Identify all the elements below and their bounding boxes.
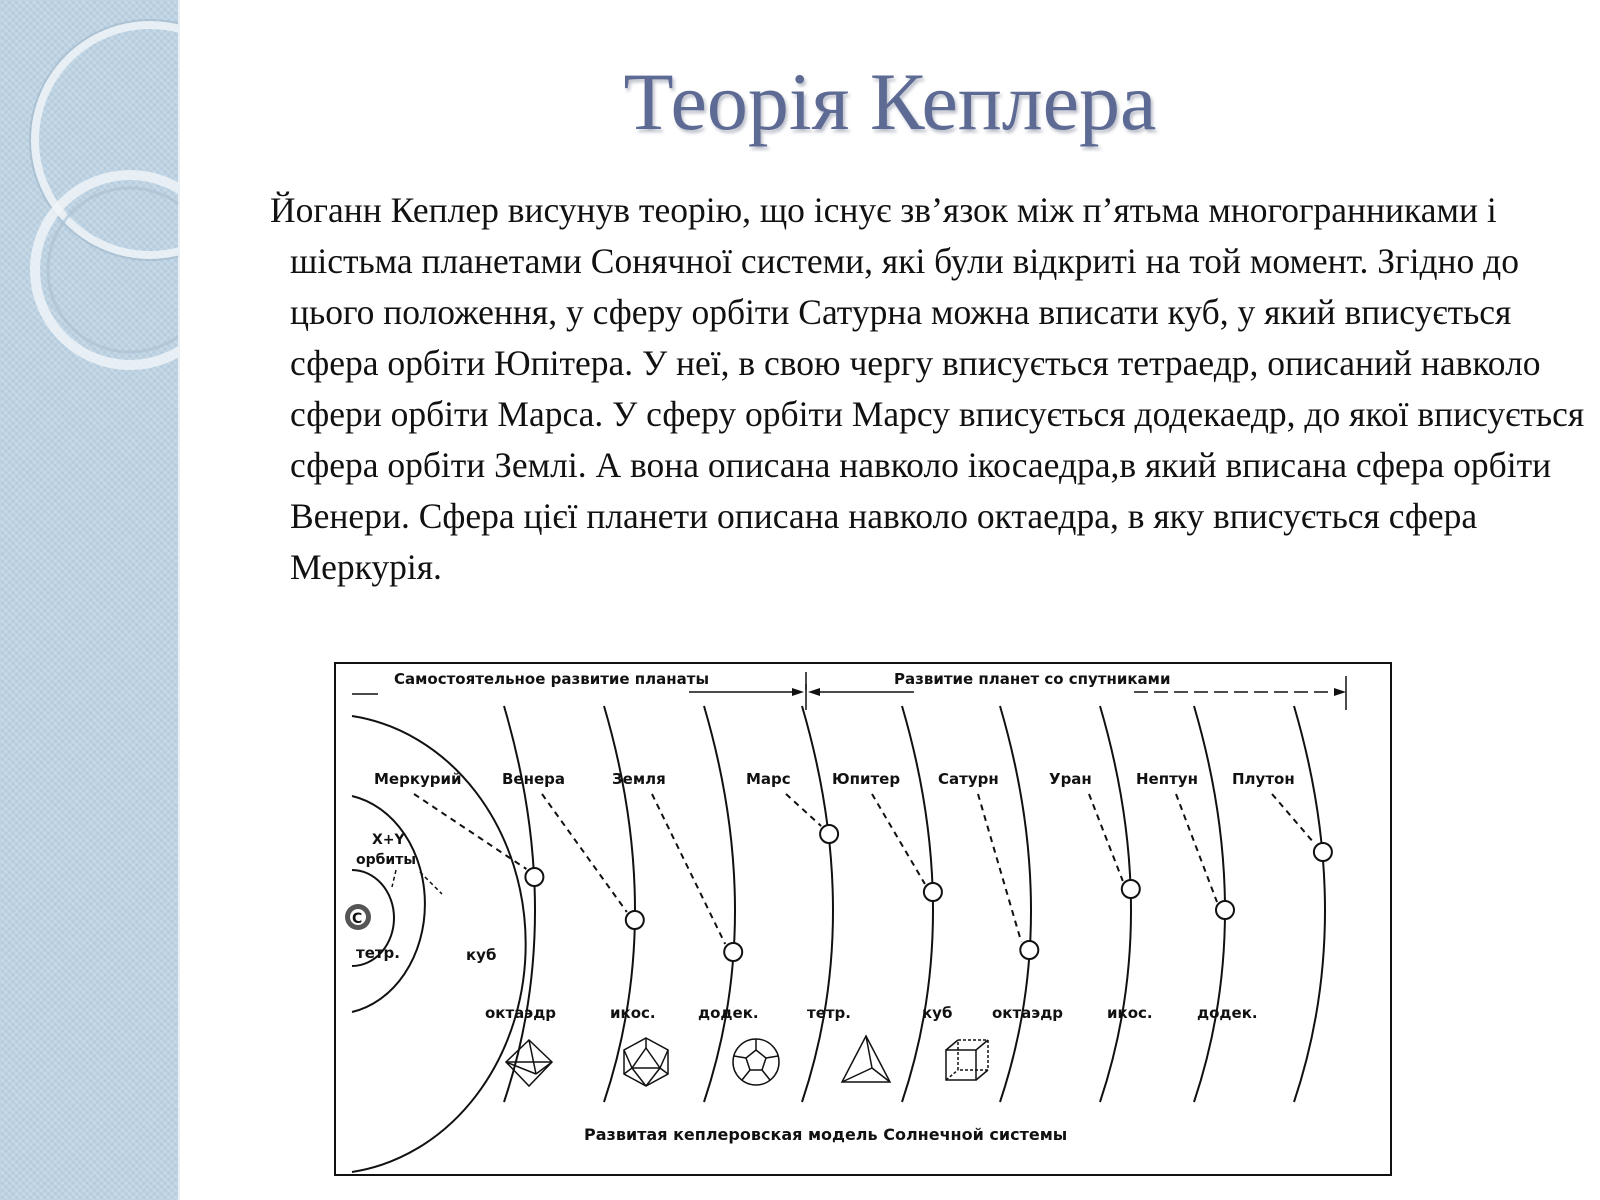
diagram-frame <box>335 663 1391 1175</box>
sun <box>345 904 371 930</box>
planet-labels <box>374 770 1295 788</box>
solid-label: октаэдр <box>992 1004 1064 1022</box>
solid-label: икос. <box>1107 1004 1153 1022</box>
planet-label: Нептун <box>1136 770 1198 788</box>
planet-label: Марс <box>746 770 791 788</box>
sun-label: С <box>352 911 363 927</box>
planet-label: Сатурн <box>938 770 999 788</box>
header-right-label: Развитие планет со спутниками <box>894 670 1171 688</box>
inner-right-label: куб <box>466 946 497 964</box>
planet-label: Земля <box>612 770 666 788</box>
planet-marker <box>1314 843 1332 861</box>
planet-marker <box>1216 901 1234 919</box>
planet-label: Уран <box>1049 770 1092 788</box>
planet-marker <box>1020 941 1038 959</box>
planet-label: Меркурий <box>374 770 462 788</box>
planet-marker <box>924 883 942 901</box>
decorative-rings <box>0 0 178 1200</box>
xy-orbits-label-line1: Х+Y <box>372 832 405 848</box>
diagram-caption: Развитая кеплеровская модель Солнечной системы <box>584 1125 1068 1144</box>
kepler-model-diagram <box>334 662 1392 1176</box>
solid-label: додек. <box>698 1004 759 1022</box>
solid-label: додек. <box>1197 1004 1258 1022</box>
planet-label: Юпитер <box>832 770 901 788</box>
planet-label: Плутон <box>1232 770 1295 788</box>
planet-marker <box>626 911 644 929</box>
slide-paragraph: Йоганн Кеплер висунув теорію, що існує зв’язок між п’ятьма многогранниками і шістьма планетами Сонячної системи, які були відкриті на той момент. Згідно до цього положення, у сферу орбіти Сатурна можна вписати куб, у який вписується сфера орбіти Юпітера. У неї, в свою чергу вписується тетраедр, описаний навколо сфери орбіти Марса. У сферу орбіти Марсу вписується додекаедр, до якої вписується сфера орбіти Землі. А вона описана навколо ікосаедра,в який вписана сфера орбіти Венери. Сфера цієї планети описана навколо октаедра, в яку вписується сфера Меркурія. <box>270 190 1585 587</box>
solid-label: куб <box>922 1004 953 1022</box>
decorative-side-panel <box>0 0 178 1200</box>
slide-title: Теорія Кеплера <box>623 56 1157 147</box>
inner-left-label: тетр. <box>356 944 400 962</box>
panel-divider <box>178 0 180 1200</box>
planet-marker <box>724 943 742 961</box>
planet-label: Венера <box>502 770 566 788</box>
planet-marker <box>1122 880 1140 898</box>
solid-label: октаэдр <box>485 1004 557 1022</box>
header-left-label: Самостоятельное развитие планаты <box>394 670 710 688</box>
solid-label: икос. <box>610 1004 656 1022</box>
xy-orbits-label-line2: орбиты <box>356 852 416 868</box>
solid-label: тетр. <box>807 1004 851 1022</box>
planet-marker <box>820 825 838 843</box>
planet-marker <box>525 868 543 886</box>
